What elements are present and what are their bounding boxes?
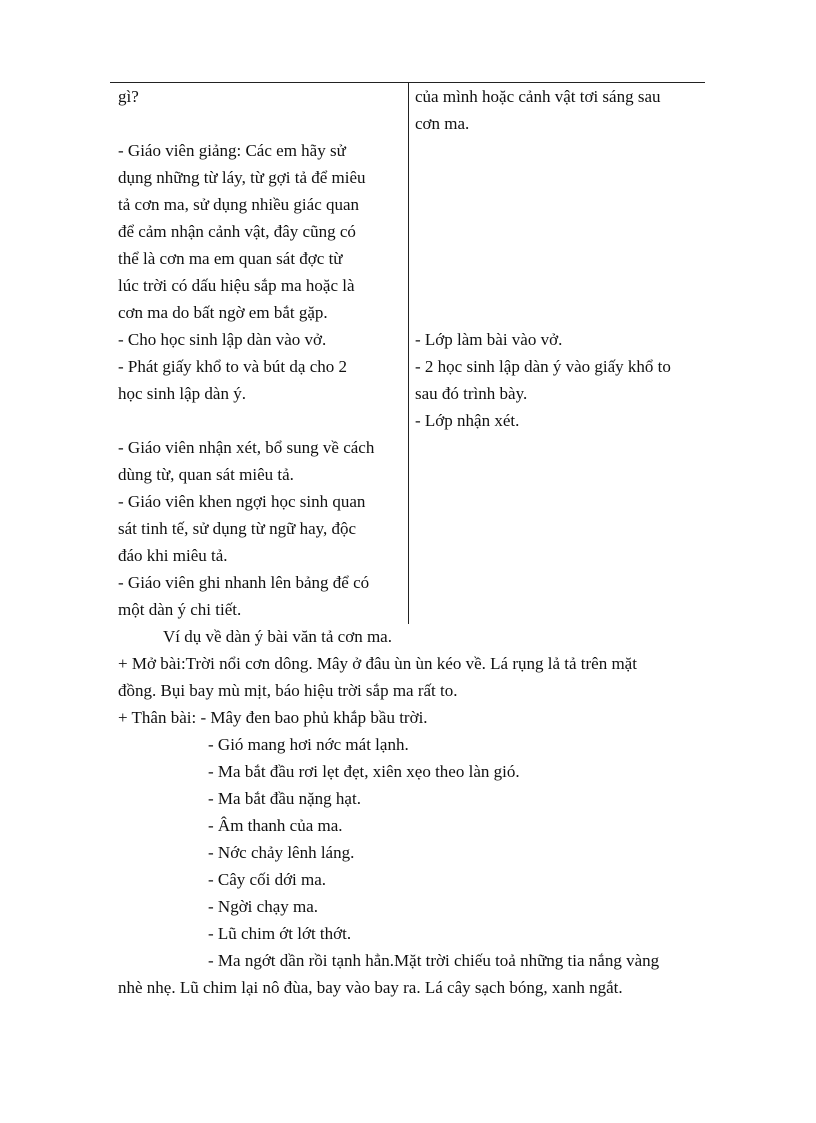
column-divider [408, 83, 409, 624]
table-left-line: - Phát giấy khổ to và bút dạ cho 2 [118, 357, 347, 376]
table-left-line: sát tinh tế, sử dụng từ ngữ hay, độc [118, 519, 357, 538]
table-left-line: dụng những từ láy, từ gợi tả để miêu [118, 168, 366, 187]
table-left-line: dùng từ, quan sát miêu tả. [118, 465, 294, 484]
table-left-line: tả cơn ma, sử dụng nhiều giác quan [118, 195, 360, 214]
body-item: - Ngời chạy ma. [208, 897, 319, 916]
table-right-line: của mình hoặc cảnh vật tơi sáng sau [415, 87, 661, 106]
body-item: - Âm thanh của ma. [208, 816, 343, 835]
table-left-line: - Giáo viên ghi nhanh lên bảng để có [118, 573, 370, 592]
table-right-line: cơn ma. [415, 114, 470, 133]
table-left-line: - Giáo viên khen ngợi học sinh quan [118, 492, 366, 511]
body-item: - Nớc chảy lênh láng. [208, 843, 355, 862]
table-left-line: học sinh lập dàn ý. [118, 384, 246, 403]
table-left-line: cơn ma do bất ngờ em bắt gặp. [118, 303, 328, 322]
table-left-line: đáo khi miêu tả. [118, 546, 228, 565]
table-left-line: - Cho học sinh lập dàn vào vở. [118, 330, 327, 349]
intro-line: + Mở bài:Trời nổi cơn dông. Mây ở đâu ùn ùn kéo về. Lá rụng lả tả trên mặt [118, 654, 637, 673]
table-left-line: một dàn ý chi tiết. [118, 600, 242, 619]
table-left-line: để cảm nhận cảnh vật, đây cũng có [118, 222, 356, 241]
intro-line: đồng. Bụi bay mù mịt, báo hiệu trời sắp ma rất to. [118, 681, 458, 700]
body-item: - Ma bắt đầu rơi lẹt đẹt, xiên xẹo theo làn gió. [208, 762, 520, 781]
table-left-line: thể là cơn ma em quan sát đợc từ [118, 249, 343, 268]
table-left-line: - Giáo viên giảng: Các em hãy sử [118, 141, 346, 160]
body-item: - Ma bắt đầu nặng hạt. [208, 789, 361, 808]
table-left-line: gì? [118, 87, 139, 106]
lesson-table [110, 82, 705, 624]
table-right-line: - Lớp làm bài vào vở. [415, 330, 563, 349]
table-left-line: - Giáo viên nhận xét, bổ sung về cách [118, 438, 375, 457]
conclusion-line: nhè nhẹ. Lũ chim lại nô đùa, bay vào bay ra. Lá cây sạch bóng, xanh ngắt. [118, 978, 623, 997]
table-right-line: - Lớp nhận xét. [415, 411, 520, 430]
conclusion-line: - Ma ngớt dần rồi tạnh hẳn.Mặt trời chiếu toả những tia nắng vàng [208, 951, 660, 970]
body-line: + Thân bài: - Mây đen bao phủ khắp bầu trời. [118, 708, 428, 727]
example-heading: Ví dụ về dàn ý bài văn tả cơn ma. [163, 627, 392, 646]
body-item: - Gió mang hơi nớc mát lạnh. [208, 735, 409, 754]
table-right-line: - 2 học sinh lập dàn ý vào giấy khổ to [415, 357, 671, 376]
table-right-line: sau đó trình bày. [415, 384, 528, 403]
body-item: - Lũ chim ớt lớt thớt. [208, 924, 352, 943]
body-item: - Cây cối dới ma. [208, 870, 327, 889]
table-left-line: lúc trời có dấu hiệu sắp ma hoặc là [118, 276, 355, 295]
